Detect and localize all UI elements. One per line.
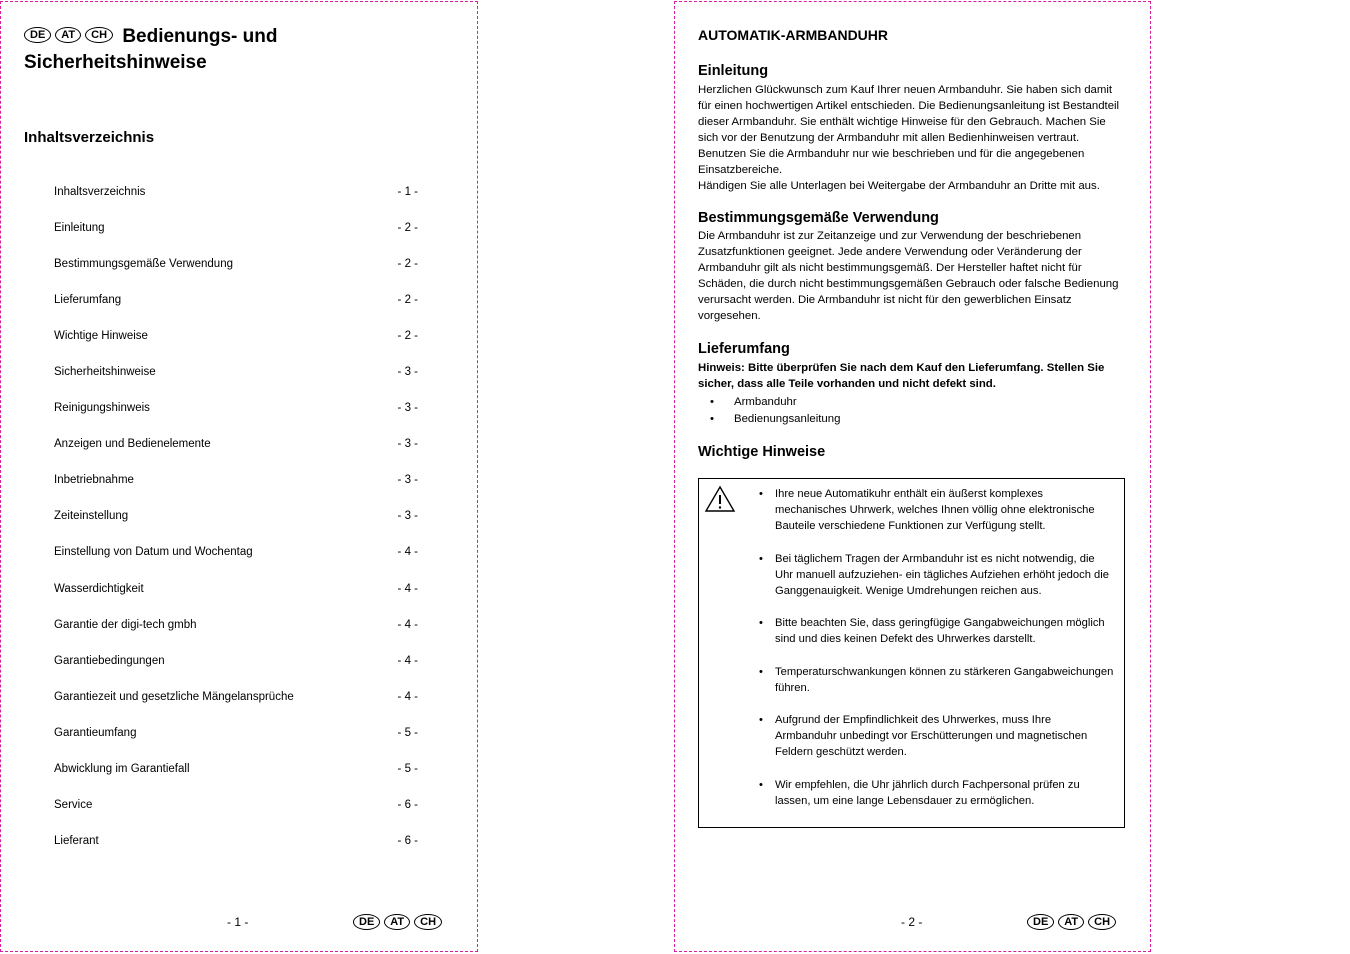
- document-title: [24, 24, 444, 76]
- lieferumfang-list: [698, 394, 840, 428]
- country-badge-at: AT: [55, 27, 81, 43]
- verwendung-text: Die Armbanduhr ist zur Zeitanzeige und zur Verwendung der beschriebenen Zusatzfunktionen geeignet. Jede andere Verwendung oder Veränderung der Armbanduhr gilt als nicht bestimmungsgemäß. Der Hersteller haftet nicht für Schäden, die durch nicht bestimmungsgemäßen Gebrauch oder falsche Bedienung verursacht werden. Die Armbanduhr ist nicht für den gewerblichen Einsatz vorgesehen.: [698, 230, 1119, 322]
- toc-entry-page: - 4 -: [397, 654, 418, 667]
- list-item: • Ihre neue Automatikuhr enthält ein äußerst komplexes mechanisches Uhrwerk, welches Ihnen völlig ohne elektronische Bauteile verschiedene Funktionen zur Verfügung stellt.: [759, 486, 1114, 534]
- toc-entry-page: - 5 -: [397, 762, 418, 775]
- toc-entry-label: Zeiteinstellung: [54, 510, 129, 523]
- footer-country-badges: [353, 914, 442, 930]
- country-badge-de: DE: [24, 27, 51, 43]
- toc-entry[interactable]: [54, 508, 418, 544]
- country-badges: [24, 27, 113, 43]
- toc-entry-page: - 3 -: [397, 510, 418, 523]
- page-left: [0, 1, 478, 952]
- list-item: • Aufgrund der Empfindlichkeit des Uhrwerkes, muss Ihre Armbanduhr unbedingt vor Erschütterungen und magnetischen Feldern geschützt werden.: [759, 712, 1114, 760]
- toc-entry-label: Anzeigen und Bedienelemente: [54, 438, 211, 451]
- toc-entry-label: Sicherheitshinweise: [54, 366, 156, 379]
- toc-entry[interactable]: [54, 581, 418, 617]
- heading-einleitung: Einleitung: [698, 63, 769, 79]
- toc-entry[interactable]: [54, 220, 418, 256]
- toc-entry-page: - 3 -: [397, 438, 418, 451]
- toc-entry-label: Lieferumfang: [54, 294, 122, 307]
- hinweise-list: [759, 486, 1114, 825]
- toc-entry[interactable]: [54, 653, 418, 689]
- einleitung-text: Herzlichen Glückwunsch zum Kauf Ihrer neuen Armbanduhr. Sie haben sich damit für einen hochwertigen Artikel entschieden. Die Bedienungsanleitung ist Bestandteil dieser Armbanduhr. Sie enthält wichtige Hinweise für den Gebrauch. Machen Sie sich vor der Benutzung der Armbanduhr mit allen Bedienhinweisen vertraut. Benutzen Sie die Armbanduhr nur wie beschrieben und für die angegebenen Einsatzbereiche.: [698, 84, 1120, 176]
- toc-entry-label: Wichtige Hinweise: [54, 330, 148, 343]
- warning-icon: [704, 485, 736, 518]
- country-badge-ch: CH: [85, 27, 113, 43]
- page-right: [674, 1, 1151, 952]
- list-item: • Wir empfehlen, die Uhr jährlich durch Fachpersonal prüfen zu lassen, um eine lange Lebensdauer zu ermöglichen.: [759, 777, 1114, 809]
- heading-hinweise: Wichtige Hinweise: [698, 444, 826, 460]
- toc-entry[interactable]: [54, 328, 418, 364]
- toc-entry-page: - 5 -: [397, 726, 418, 739]
- toc-entry[interactable]: [54, 184, 418, 220]
- lieferumfang-note: Hinweis: Bitte überprüfen Sie nach dem Kauf den Lieferumfang. Stellen Sie sicher, dass alle Teile vorhanden und nicht defekt sind.: [698, 362, 1105, 390]
- toc-entry-label: Abwicklung im Garantiefall: [54, 762, 190, 775]
- toc-entry-label: Einstellung von Datum und Wochentag: [54, 546, 253, 559]
- toc-entry[interactable]: [54, 833, 418, 869]
- country-badge-ch: CH: [1088, 914, 1116, 930]
- toc-entry[interactable]: [54, 544, 418, 580]
- toc-entry[interactable]: [54, 364, 418, 400]
- toc-entry-label: Reinigungshinweis: [54, 402, 150, 415]
- toc-entry[interactable]: [54, 292, 418, 328]
- toc-entry-page: - 3 -: [397, 402, 418, 415]
- toc-entry[interactable]: [54, 689, 418, 725]
- page-number: - 2 -: [901, 915, 923, 929]
- toc-entry[interactable]: [54, 256, 418, 292]
- toc-entry-page: - 4 -: [397, 690, 418, 703]
- toc-entry-page: - 2 -: [397, 294, 418, 307]
- toc-entry-page: - 6 -: [397, 834, 418, 847]
- toc-entry[interactable]: [54, 797, 418, 833]
- toc-entry-label: Lieferant: [54, 834, 99, 847]
- country-badge-at: AT: [384, 914, 410, 930]
- toc-entry[interactable]: [54, 436, 418, 472]
- list-item: • Bei täglichem Tragen der Armbanduhr ist es nicht notwendig, die Uhr manuell aufzuziehen- ein tägliches Aufziehen erhöht jedoch die Ganggenauigkeit. Wenige Umdrehungen reichen aus.: [759, 551, 1114, 599]
- toc-entry-label: Garantiezeit und gesetzliche Mängelansprüche: [54, 690, 294, 703]
- toc-entry-label: Garantiebedingungen: [54, 654, 165, 667]
- toc-entry-page: - 2 -: [397, 330, 418, 343]
- toc-entry-page: - 6 -: [397, 798, 418, 811]
- footer-country-badges: [1027, 914, 1116, 930]
- list-item: • Bitte beachten Sie, dass geringfügige Gangabweichungen möglich sind und dies keinen Defekt des Uhrwerkes darstellt.: [759, 615, 1114, 647]
- page-number: - 1 -: [227, 915, 249, 929]
- toc-entry-page: - 2 -: [397, 258, 418, 271]
- toc-entry[interactable]: [54, 725, 418, 761]
- toc-entry-page: - 4 -: [397, 582, 418, 595]
- toc-entry-page: - 3 -: [397, 474, 418, 487]
- toc-entry-label: Service: [54, 798, 93, 811]
- toc-entry[interactable]: [54, 472, 418, 508]
- country-badge-ch: CH: [414, 914, 442, 930]
- toc-entry-label: Bestimmungsgemäße Verwendung: [54, 258, 233, 271]
- toc-entry-label: Wasserdichtigkeit: [54, 582, 144, 595]
- toc-entry-page: - 4 -: [397, 546, 418, 559]
- toc-entry-page: - 2 -: [397, 222, 418, 235]
- list-item: • Temperaturschwankungen können zu stärkeren Gangabweichungen führen.: [759, 664, 1114, 696]
- list-item: • Bedienungsanleitung: [698, 411, 840, 428]
- product-title: AUTOMATIK-ARMBANDUHR: [698, 27, 889, 43]
- table-of-contents: [54, 184, 418, 869]
- title-text: Bedienungs- und Sicherheitshinweise: [24, 26, 278, 73]
- toc-entry-label: Einleitung: [54, 222, 105, 235]
- toc-entry-page: - 3 -: [397, 366, 418, 379]
- country-badge-at: AT: [1058, 914, 1084, 930]
- toc-entry[interactable]: [54, 400, 418, 436]
- heading-lieferumfang: Lieferumfang: [698, 341, 790, 357]
- toc-entry-page: - 4 -: [397, 618, 418, 631]
- toc-entry-label: Inhaltsverzeichnis: [54, 186, 146, 198]
- heading-verwendung: Bestimmungsgemäße Verwendung: [698, 210, 939, 226]
- toc-entry[interactable]: [54, 617, 418, 653]
- einleitung-text-2: Händigen Sie alle Unterlagen bei Weitergabe der Armbanduhr an Dritte mit aus.: [698, 180, 1100, 192]
- list-item: • Armbanduhr: [698, 394, 840, 411]
- toc-entry-label: Garantie der digi-tech gmbh: [54, 618, 197, 631]
- toc-heading: Inhaltsverzeichnis: [24, 129, 155, 146]
- toc-entry[interactable]: [54, 761, 418, 797]
- toc-entry-label: Garantieumfang: [54, 726, 137, 739]
- country-badge-de: DE: [353, 914, 380, 930]
- toc-entry-label: Inbetriebnahme: [54, 474, 134, 487]
- toc-entry-page: - 1 -: [397, 186, 418, 198]
- country-badge-de: DE: [1027, 914, 1054, 930]
- warning-box: [698, 478, 1125, 828]
